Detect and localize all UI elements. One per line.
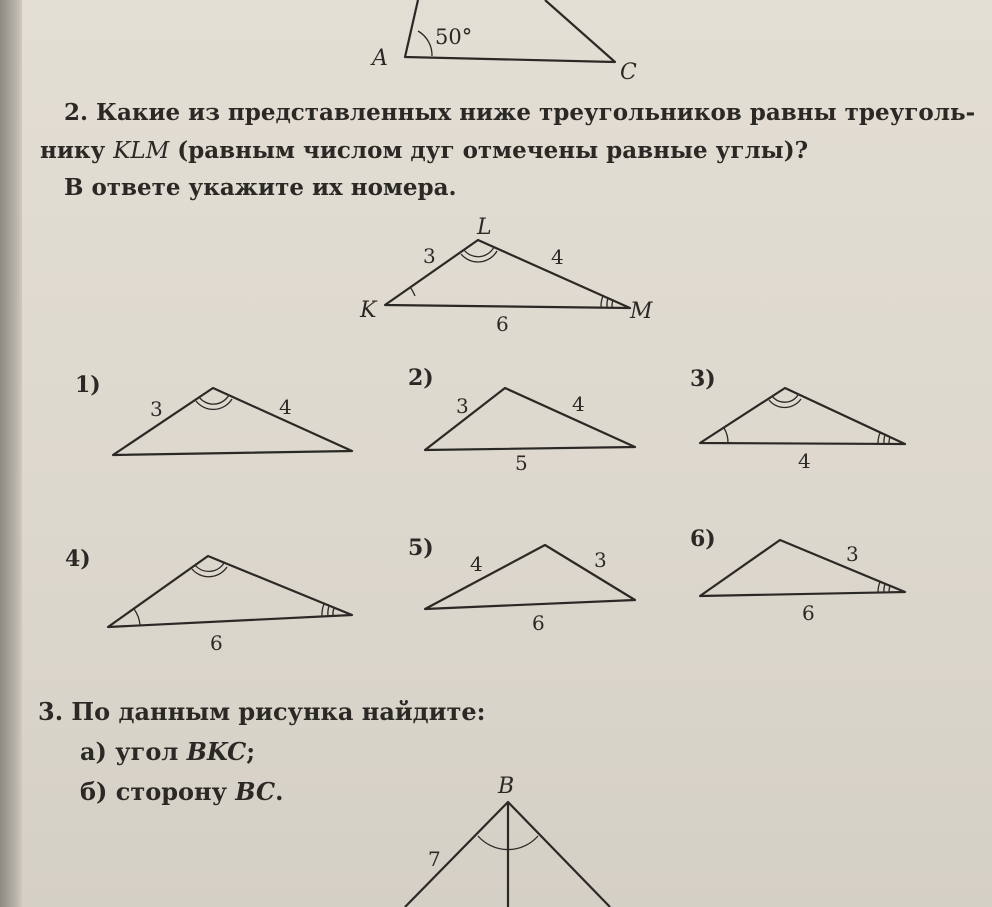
option-1-side-a: 3 [150,397,163,421]
problem-3-number: 3. [38,697,64,726]
option-5-side-b: 3 [594,548,607,572]
option-4-side: 6 [210,631,223,655]
option-2-side-a: 3 [456,394,469,418]
option-4-angle-arc-1 [134,609,140,625]
option-2-side-c: 5 [515,451,528,475]
option-5 [408,535,635,635]
option-3 [690,366,905,473]
option-1-angle-arc-1 [199,395,229,404]
option-6-label: 6) [690,526,716,552]
option-1-triangle [113,388,352,455]
option-3-angle-arc-3 [769,399,801,408]
prev-figure [370,0,637,85]
klm-angle-l-arc-1 [464,247,494,257]
klm-angle-m-arc-3 [612,300,613,307]
option-6-angle-arc-1 [878,582,880,593]
prev-angle-label: 50° [435,25,473,49]
option-6-side-a: 3 [846,542,859,566]
option-3-angle-arc-1 [724,428,728,443]
option-6 [690,526,905,625]
option-6-side-b: 6 [802,601,815,625]
problem-3-item-a: а) угол BKC; [80,737,256,766]
side-lm-label: 4 [551,245,564,269]
problem-2-line-3: В ответе укажите их номера. [64,174,457,201]
option-3-angle-arc-5 [884,435,885,444]
option-2-label: 2) [408,365,434,391]
option-4-angle-arc-2 [195,563,224,571]
side-km-label: 6 [496,312,509,336]
option-4-angle-arc-4 [322,604,324,617]
vertex-m-label: M [630,299,653,324]
option-3-side: 4 [798,449,811,473]
klm-angle-m-arc-1 [601,296,603,307]
option-6-triangle [700,540,905,596]
problem-3-item-b: б) сторону BC. [80,777,284,806]
klm-angle-k-arc [410,287,415,296]
side-kl-label: 3 [423,244,436,268]
problem-3-side-label: 7 [428,847,441,871]
option-4-label: 4) [65,546,91,572]
option-2-side-b: 4 [572,392,585,416]
prev-vertex-a: A [372,46,388,71]
option-5-label: 5) [408,535,434,561]
option-2 [408,365,635,475]
problem-2-number: 2. [64,99,89,126]
option-3-angle-arc-2 [772,395,798,402]
problem-3-vertex-b: B [498,774,515,799]
triangle-klm-shape [385,240,630,308]
option-1-label: 1) [75,372,101,398]
prev-vertex-c: C [620,60,637,85]
triangle-klm [359,215,653,336]
problem-3-title: 3. По данным рисунка найдите: [38,697,486,726]
option-4-angle-arc-5 [328,606,329,616]
problem-3-figure [405,774,610,907]
problem-2-text [40,99,975,201]
option-5-side-c: 6 [532,611,545,635]
option-1 [75,372,352,455]
option-5-side-a: 4 [470,552,483,576]
option-3-angle-arc-4 [878,433,880,444]
klm-angle-m-arc-2 [607,298,608,307]
problem-2-line-2: нику KLM (равным числом дуг отмечены равные углы)? [40,137,809,164]
problem-3-text [38,697,485,806]
option-4 [65,546,352,655]
option-3-label: 3) [690,366,716,392]
vertex-k-label: K [360,298,377,323]
prev-angle-arc [418,31,432,56]
option-4-triangle [108,556,352,627]
option-3-triangle [700,388,905,444]
option-1-side-b: 4 [279,395,292,419]
problem-2-line-1: 2. Какие из представленных ниже треугольников равны треуголь- [64,99,976,126]
vertex-l-label: L [477,215,492,240]
